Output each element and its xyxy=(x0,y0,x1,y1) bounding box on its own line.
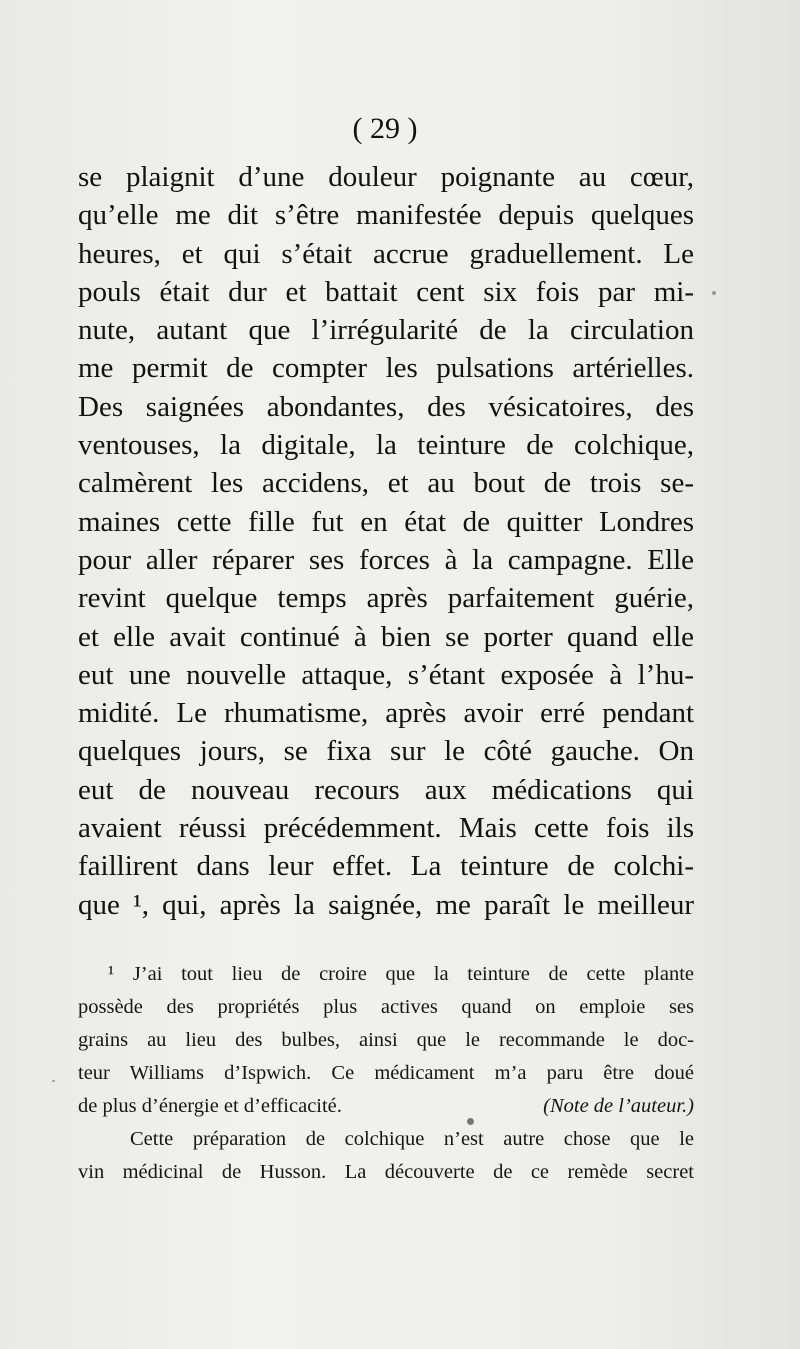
text-line: pour aller réparer ses forces à la campagne. Elle xyxy=(78,543,694,576)
text-line: me permit de compter les pulsations artérielles. xyxy=(78,352,694,385)
footnote-line: teur Williams d’Ispwich. Ce médicament m’a paru être doué xyxy=(78,1062,694,1084)
text-line: quelques jours, se fixa sur le côté gauche. On xyxy=(78,735,694,768)
text-line: et elle avait continué à bien se porter quand elle xyxy=(78,620,694,653)
text-line: eut de nouveau recours aux médications qui xyxy=(78,773,694,806)
footnote-last-line xyxy=(78,1090,694,1123)
scan-speck xyxy=(467,1118,474,1125)
text-line: calmèrent les accidens, et au bout de trois se- xyxy=(78,467,694,500)
footnote-line: ¹ J’ai tout lieu de croire que la teinture de cette plante xyxy=(108,963,694,985)
text-line: ventouses, la digitale, la teinture de colchique, xyxy=(78,429,694,462)
page-number: ( 29 ) xyxy=(352,112,418,145)
editor-note-line: Cette préparation de colchique n’est autre chose que le xyxy=(130,1128,694,1150)
text-line: nute, autant que l’irrégularité de la circulation xyxy=(78,314,694,347)
footnote-line: grains au lieu des bulbes, ainsi que le recommande le doc- xyxy=(78,1029,694,1051)
text-line: pouls était dur et battait cent six fois par mi- xyxy=(78,275,694,308)
footnote-line: possède des propriétés plus actives quand on emploie ses xyxy=(78,996,694,1018)
text-line: se plaignit d’une douleur poignante au cœur, xyxy=(78,161,694,193)
text-line: heures, et qui s’était accrue graduellement. Le xyxy=(78,237,694,270)
text-line: avaient réussi précédemment. Mais cette fois ils xyxy=(78,812,694,845)
footnote-attribution: (Note de l’auteur.) xyxy=(543,1095,694,1117)
text-line: Des saignées abondantes, des vésicatoires, des xyxy=(78,390,694,423)
footnote-block xyxy=(78,958,694,1189)
text-line: faillirent dans leur effet. La teinture de colchi- xyxy=(78,850,694,883)
scan-speck xyxy=(712,291,716,295)
main-text-block xyxy=(78,158,694,924)
text-line: que ¹, qui, après la saignée, me paraît le meilleur xyxy=(78,888,694,921)
text-line: maines cette fille fut en état de quitter Londres xyxy=(78,505,694,538)
editor-note-line: vin médicinal de Husson. La découverte de ce remède secret xyxy=(78,1161,694,1183)
text-line: revint quelque temps après parfaitement guérie, xyxy=(78,582,694,615)
footnote-line: de plus d’énergie et d’efficacité. xyxy=(78,1095,342,1117)
text-line: midité. Le rhumatisme, après avoir erré pendant xyxy=(78,697,694,730)
text-line: eut une nouvelle attaque, s’étant exposée à l’hu- xyxy=(78,658,694,691)
text-line: qu’elle me dit s’être manifestée depuis quelques xyxy=(78,199,694,232)
scan-speck xyxy=(52,1080,55,1082)
